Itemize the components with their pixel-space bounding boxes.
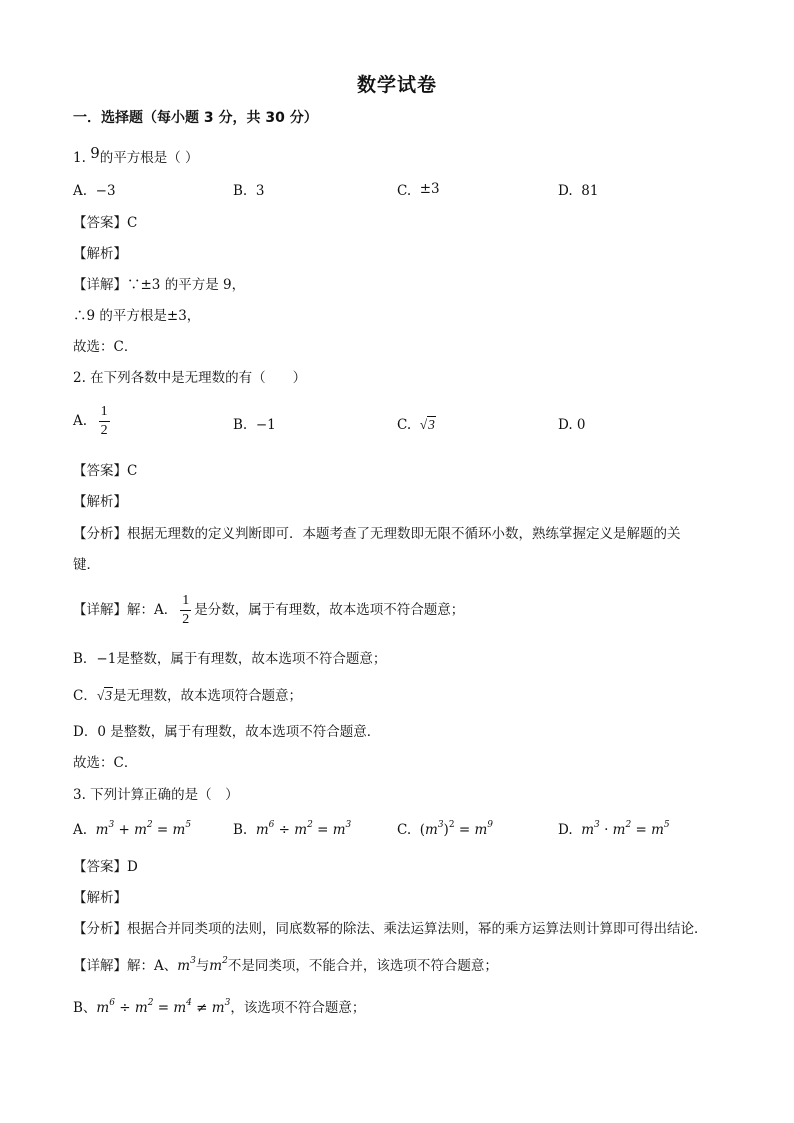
- section-heading: 一．选择题（每小题 3 分，共 30 分）: [73, 110, 318, 126]
- q3-fenxi: 【分析】根据合并同类项的法则，同底数幂的除法、乘法运算法则，幂的乘方运算法则计算即可得出结论．: [73, 921, 708, 937]
- q1-option-c: C. ±3: [397, 181, 440, 199]
- q3-analysis: 【解析】: [73, 890, 127, 906]
- q3-detail-a: 【详解】解：A、$m^3$与$m^2$不是同类项，不能合并，该选项不符合题意；: [73, 955, 498, 974]
- q1-analysis: 【解析】: [73, 246, 127, 262]
- q3-option-b: B. $m^6 \div m^2 = m^3$: [233, 819, 352, 838]
- q1-detail-1: 【详解】∵±3 的平方是 9，: [73, 277, 246, 293]
- q2-option-a: A. $\frac{1}{2}$: [73, 404, 108, 438]
- q2-option-d: D. 0: [558, 417, 586, 433]
- question-number: 1.: [73, 150, 86, 166]
- q3-detail-b: B、$m^6 \div m^2 = m^4 \ne m^3$，该选项不符合题意；: [73, 997, 366, 1016]
- q2-option-c: C. √3: [397, 417, 435, 433]
- q1-option-d: D. 81: [558, 183, 599, 199]
- q2-choose: 故选：C．: [73, 755, 138, 771]
- question-3-stem: 3. 下列计算正确的是（ ）: [73, 787, 239, 803]
- page-title: 数学试卷: [356, 74, 437, 96]
- q2-answer: 【答案】C: [73, 463, 138, 479]
- q3-option-d: D. $m^3 \cdot m^2 = m^5$: [558, 819, 670, 838]
- sqrt-three: √3: [419, 417, 435, 432]
- q2-detail-c: C．√3是无理数，故本选项符合题意；: [73, 688, 303, 704]
- question-1-stem: [73, 144, 199, 168]
- q2-detail-d: D．0 是整数，属于有理数，故本选项不符合题意．: [73, 724, 381, 740]
- q2-detail-a: 【详解】解：A． $\frac{1}{2}$ 是分数，属于有理数，故本选项不符合题意；: [73, 593, 465, 627]
- q1-answer: 【答案】C: [73, 215, 138, 231]
- q1-detail-2: ∴9 的平方根是±3，: [73, 308, 201, 324]
- q2-fenxi-2: 键．: [73, 557, 100, 573]
- question-2-stem: 2. 在下列各数中是无理数的有（ ）: [73, 370, 307, 386]
- fraction-one-half: $\frac{1}{2}$: [100, 404, 108, 438]
- q2-analysis: 【解析】: [73, 494, 127, 510]
- q2-detail-b: B．−1是整数，属于有理数，故本选项不符合题意；: [73, 651, 387, 667]
- q2-option-b: B. −1: [233, 417, 276, 433]
- question-text: 的平方根是（ ）: [99, 150, 199, 166]
- q1-choose: 故选：C．: [73, 339, 138, 355]
- q3-option-c: C. $(m^3)^2 = m^9$: [397, 819, 494, 838]
- math-nine: 9: [90, 144, 100, 162]
- q2-fenxi-1: 【分析】根据无理数的定义判断即可．本题考查了无理数即无限不循环小数，熟练掌握定义是解题的关: [73, 526, 681, 542]
- q1-option-b: B. 3: [233, 183, 265, 199]
- q1-option-a: A. −3: [73, 183, 116, 199]
- q3-answer: 【答案】D: [73, 859, 138, 875]
- q3-option-a: A. $m^3 + m^2 = m^5$: [73, 819, 192, 838]
